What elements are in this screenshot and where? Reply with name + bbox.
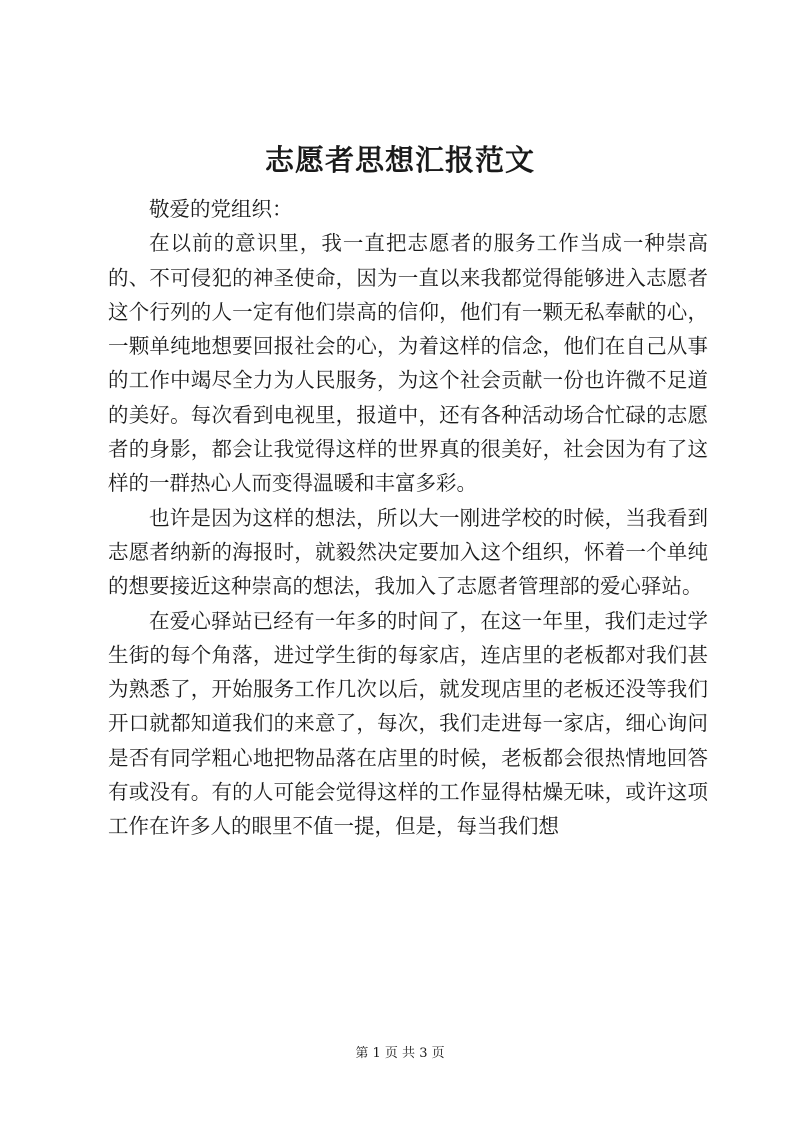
- page-footer: [0, 1044, 800, 1064]
- paragraph-2: 也许是因为这样的想法，所以大一刚进学校的时候，当我看到志愿者纳新的海报时，就毅然决定要加入这个组织，怀着一个单纯的想要接近这种崇高的想法，我加入了志愿者管理部的爱心驿站。: [108, 505, 708, 599]
- paragraph-3: 在爱心驿站已经有一年多的时间了，在这一年里，我们走过学生街的每个角落，进过学生街的每家店，连店里的老板都对我们甚为熟悉了，开始服务工作几次以后，就发现店里的老板还没等我们开口就都知道我们的来意了，每次，我们走进每一家店，细心询问是否有同学粗心地把物品落在店里的时候，老板都会很热情地回答有或没有。有的人可能会觉得这样的工作显得枯燥无味，或许这项工作在许多人的眼里不值一提，但是，每当我们想: [108, 608, 708, 839]
- paragraph-1: 在以前的意识里，我一直把志愿者的服务工作当成一种崇高的、不可侵犯的神圣使命，因为一直以来我都觉得能够进入志愿者这个行列的人一定有他们崇高的信仰，他们有一颗无私奉献的心，一颗单纯地想要回报社会的心，为着这样的信念，他们在自己从事的工作中竭尽全力为人民服务，为这个社会贡献一份也许微不足道的美好。每次看到电视里，报道中，还有各种活动场合忙碌的志愿者的身影，都会让我觉得这样的世界真的很美好，社会因为有了这样的一群热心人而变得温暖和丰富多彩。: [108, 231, 708, 496]
- document-title: 志愿者思想汇报范文: [264, 143, 535, 177]
- page-number: 第 1 页 共 3 页: [355, 1046, 445, 1061]
- document-body: [108, 192, 708, 844]
- salutation: 敬爱的党组织：: [149, 197, 293, 221]
